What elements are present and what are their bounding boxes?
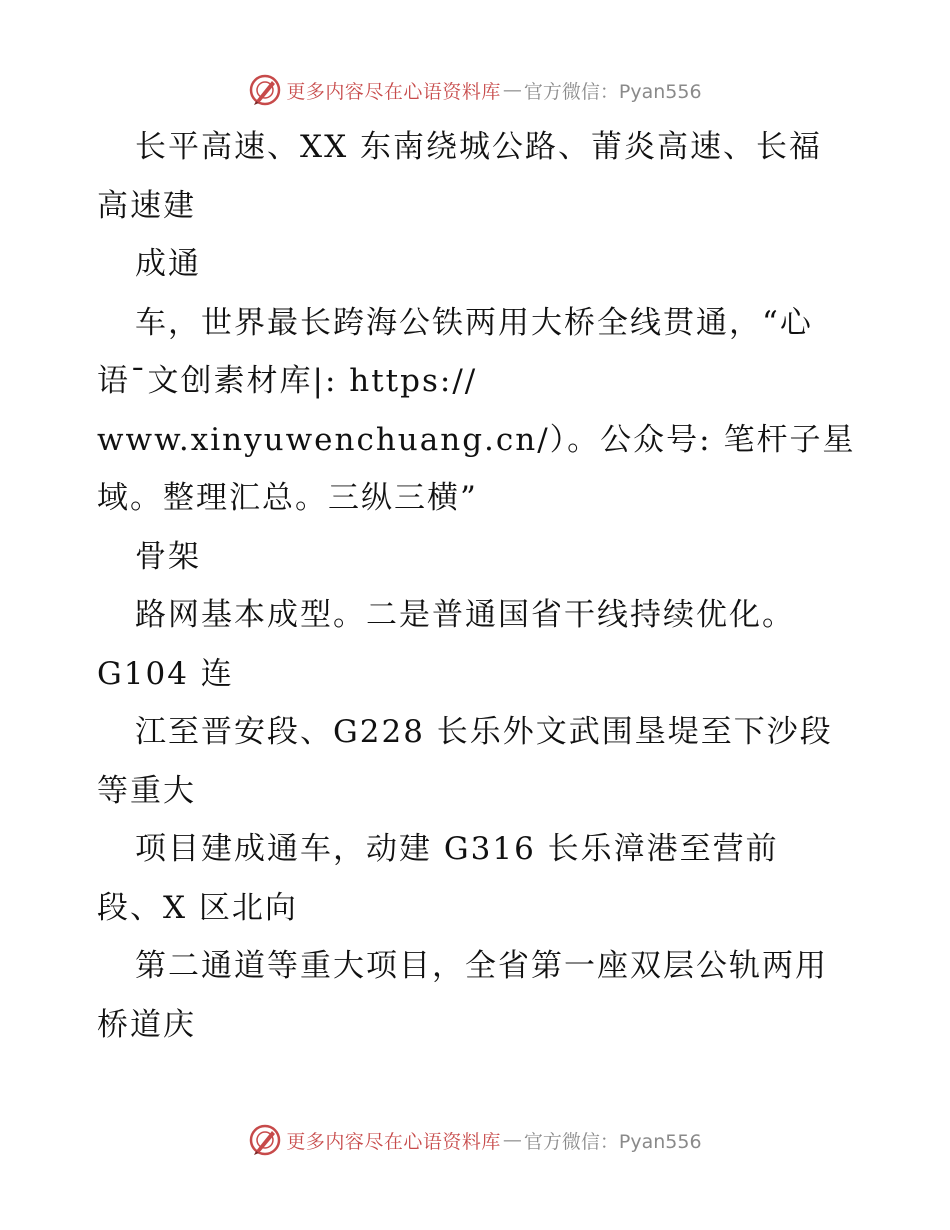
text-line: 长平高速、XX 东南绕城公路、莆炎高速、长福 <box>135 129 822 165</box>
text-line: 江至晋安段、G228 长乐外文武围垦堤至下沙段 <box>135 714 833 750</box>
pen-logo-icon <box>248 73 282 107</box>
footer-watermark-banner <box>0 1120 950 1160</box>
banner-title: 更多内容尽在心语资料库 <box>286 80 501 103</box>
text-line: G104 连 <box>97 655 234 692</box>
text-line: 成通 <box>135 246 201 282</box>
banner-title: 更多内容尽在心语资料库 <box>286 1130 501 1153</box>
banner-separator: — <box>502 79 522 101</box>
document-body <box>97 118 877 1054</box>
text-line: 骨架 <box>135 538 201 575</box>
banner-wechat: 官方微信：Pyan556 <box>523 80 702 103</box>
banner-separator: — <box>502 1129 522 1151</box>
text-line: 段、X 区北向 <box>97 889 298 926</box>
text-line: 桥道庆 <box>97 1006 196 1043</box>
text-line: 项目建成通车，动建 G316 长乐漳港至营前 <box>135 831 779 867</box>
text-line: 域。整理汇总。三纵三横” <box>97 480 478 516</box>
text-line: 高速建 <box>97 187 196 224</box>
text-line: www.xinyuwenchuang.cn/）。公众号: 笔杆子星 <box>97 421 856 458</box>
text-line: 车，世界最长跨海公铁两用大桥全线贯通，“心 <box>135 304 813 341</box>
header-watermark-banner <box>0 70 950 110</box>
text-line: 语¯文创素材库|: https:// <box>97 363 478 399</box>
text-line: 第二通道等重大项目，全省第一座双层公轨两用 <box>135 948 828 984</box>
text-line: 等重大 <box>97 772 196 809</box>
banner-wechat: 官方微信：Pyan556 <box>523 1130 702 1153</box>
pen-logo-icon <box>248 1123 282 1157</box>
text-line: 路网基本成型。二是普通国省干线持续优化。 <box>135 597 795 633</box>
